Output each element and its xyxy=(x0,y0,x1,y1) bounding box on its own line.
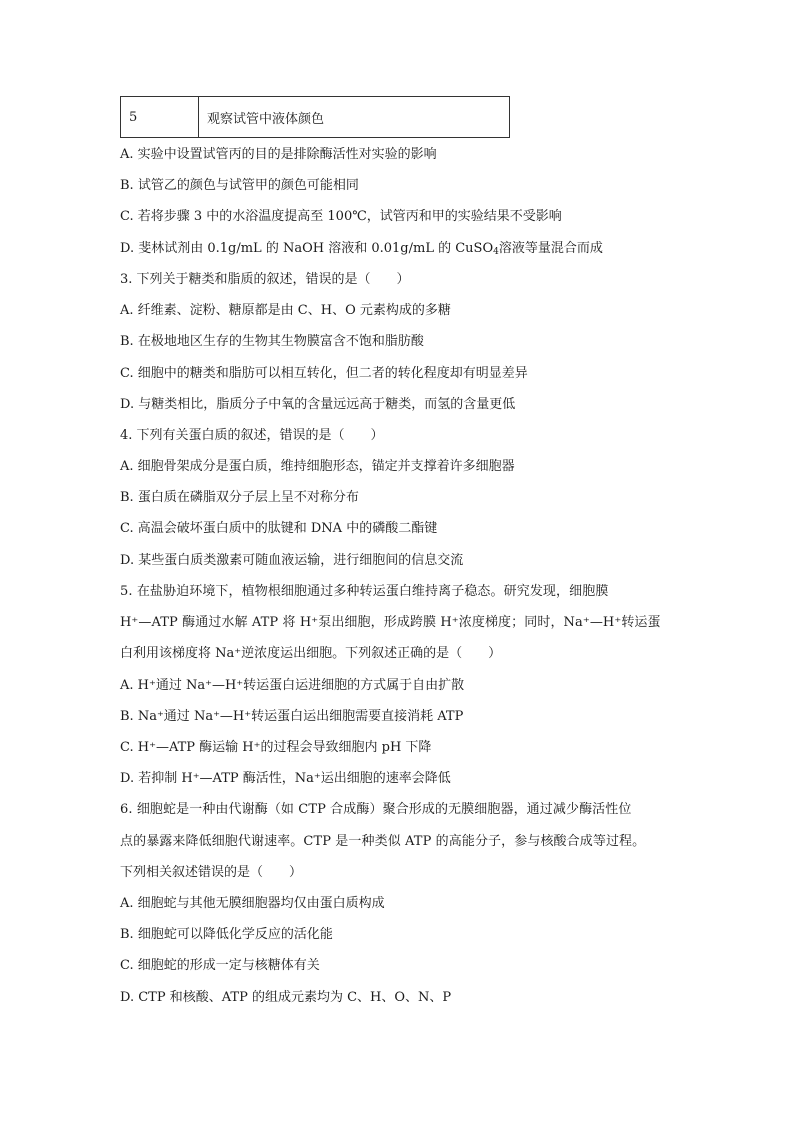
step-number-cell: 5 xyxy=(121,97,199,137)
q6-option-b: B. 细胞蛇可以降低化学反应的活化能 xyxy=(120,927,333,942)
q6-stem-line-1: 6. 细胞蛇是一种由代谢酶（如 CTP 合成酶）聚合形成的无膜细胞器，通过减少酶活性位 xyxy=(120,802,632,817)
q5-option-d: D. 若抑制 H⁺—ATP 酶活性，Na⁺运出细胞的速率会降低 xyxy=(120,771,451,786)
q4-stem: 4. 下列有关蛋白质的叙述，错误的是（ ） xyxy=(120,428,384,443)
q3-stem: 3. 下列关于糖类和脂质的叙述，错误的是（ ） xyxy=(120,272,410,287)
q5-option-b: B. Na⁺通过 Na⁺—H⁺转运蛋白运出细胞需要直接消耗 ATP xyxy=(120,709,464,724)
q4-option-a: A. 细胞骨架成分是蛋白质，维持细胞形态，锚定并支撑着许多细胞器 xyxy=(120,459,515,474)
q3-option-a: A. 纤维素、淀粉、糖原都是由 C、H、O 元素构成的多糖 xyxy=(120,303,451,318)
procedure-table-row xyxy=(120,96,510,138)
q2-option-a: A. 实验中设置试管丙的目的是排除酶活性对实验的影响 xyxy=(120,147,437,162)
q6-option-a: A. 细胞蛇与其他无膜细胞器均仅由蛋白质构成 xyxy=(120,896,385,911)
q2-option-d: D. 斐林试剂由 0.1g/mL 的 NaOH 溶液和 0.01g/mL 的 CuSO$_4$溶液等量混合而成 xyxy=(120,241,603,257)
q6-option-c: C. 细胞蛇的形成一定与核糖体有关 xyxy=(120,958,320,973)
q5-stem-line-3: 白利用该梯度将 Na⁺逆浓度运出细胞。下列叙述正确的是（ ） xyxy=(120,646,502,661)
q5-option-a: A. H⁺通过 Na⁺—H⁺转运蛋白运进细胞的方式属于自由扩散 xyxy=(120,678,465,693)
q3-option-c: C. 细胞中的糖类和脂肪可以相互转化，但二者的转化程度却有明显差异 xyxy=(120,366,528,381)
q3-option-d: D. 与糖类相比，脂质分子中氧的含量远远高于糖类，而氢的含量更低 xyxy=(120,397,516,412)
q6-stem-line-3: 下列相关叙述错误的是（ ） xyxy=(120,865,303,880)
q3-option-b: B. 在极地地区生存的生物其生物膜富含不饱和脂肪酸 xyxy=(120,334,424,349)
q6-stem-line-2: 点的暴露来降低细胞代谢速率。CTP 是一种类似 ATP 的高能分子，参与核酸合成等过程。 xyxy=(120,834,646,849)
q5-stem-line-1: 5. 在盐胁迫环境下，植物根细胞通过多种转运蛋白维持离子稳态。研究发现，细胞膜 xyxy=(120,584,609,599)
q4-option-d: D. 某些蛋白质类激素可随血液运输，进行细胞间的信息交流 xyxy=(120,553,464,568)
step-operation-cell: 观察试管中液体颜色 xyxy=(207,111,325,127)
q6-option-d: D. CTP 和核酸、ATP 的组成元素均为 C、H、O、N、P xyxy=(120,990,452,1005)
q5-option-c: C. H⁺—ATP 酶运输 H⁺的过程会导致细胞内 pH 下降 xyxy=(120,740,432,755)
q4-option-c: C. 高温会破坏蛋白质中的肽键和 DNA 中的磷酸二酯键 xyxy=(120,521,438,536)
q4-option-b: B. 蛋白质在磷脂双分子层上呈不对称分布 xyxy=(120,490,359,505)
q2-option-b: B. 试管乙的颜色与试管甲的颜色可能相同 xyxy=(120,178,359,193)
q2-option-c: C. 若将步骤 3 中的水浴温度提高至 100℃，试管丙和甲的实验结果不受影响 xyxy=(120,209,562,224)
q5-stem-line-2: H⁺—ATP 酶通过水解 ATP 将 H⁺泵出细胞，形成跨膜 H⁺浓度梯度；同时，Na⁺—H⁺转运蛋 xyxy=(120,615,661,630)
